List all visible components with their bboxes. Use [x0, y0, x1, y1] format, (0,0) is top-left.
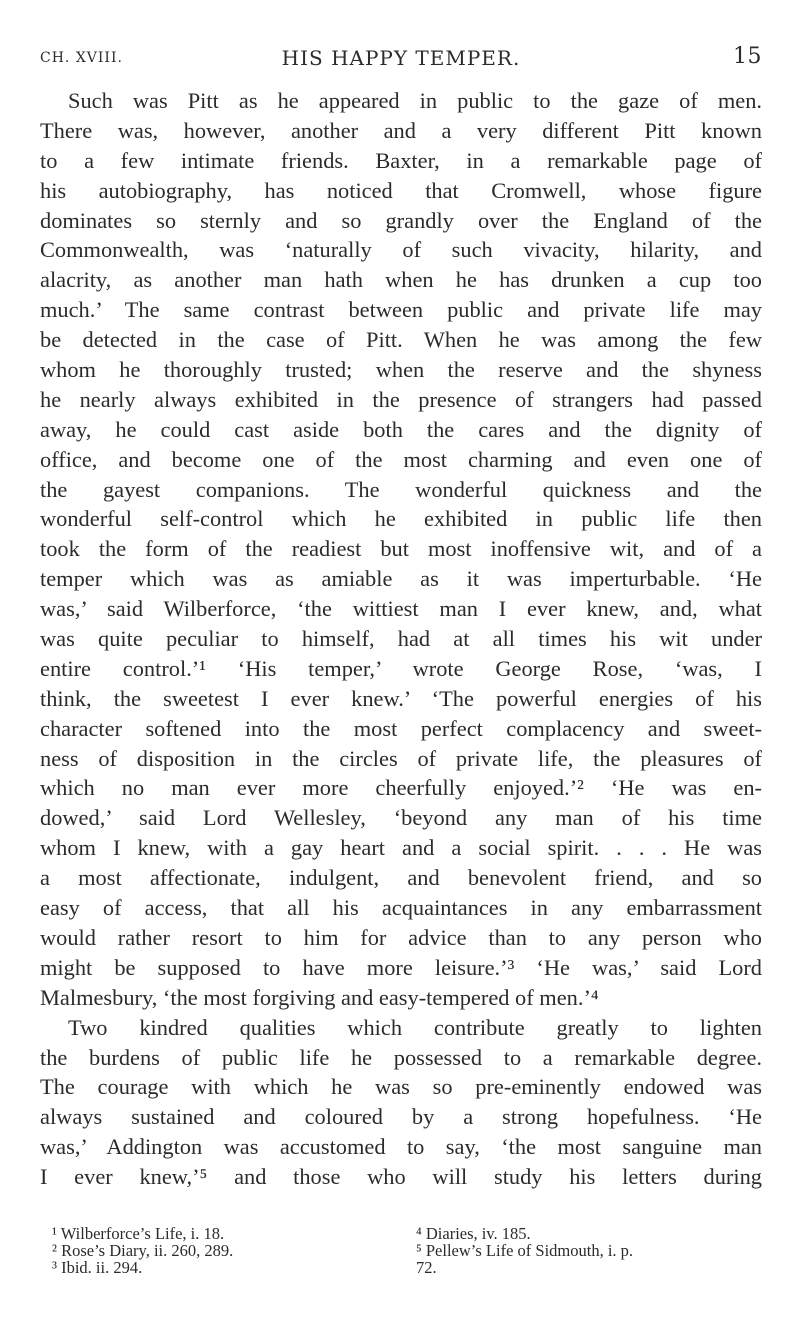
- text-line: away, he could cast aside both the cares and the dignity of: [40, 416, 762, 442]
- text-line: easy of access, that all his acquaintances in any embarrassment: [40, 895, 762, 921]
- footnote: ³ Ibid. ii. 294.: [52, 1258, 143, 1277]
- text-line: alacrity, as another man hath when he has drunken a cup too: [40, 267, 762, 293]
- footnotes-left-column: [52, 1225, 382, 1276]
- text-line: Such was Pitt as he appeared in public to the gaze of men.: [68, 88, 762, 113]
- text-line: Malmesbury, ‘the most forgiving and easy-tempered of men.’⁴: [40, 984, 599, 1010]
- text-line: his autobiography, has noticed that Cromwell, whose figure: [40, 177, 762, 203]
- text-line: whom he thoroughly trusted; when the reserve and the shyness: [40, 357, 762, 383]
- text-line: dowed,’ said Lord Wellesley, ‘beyond any man of his time: [40, 805, 762, 831]
- text-line: Two kindred qualities which contribute greatly to lighten: [68, 1014, 762, 1040]
- text-line: a most affectionate, indulgent, and benevolent friend, and so: [40, 865, 762, 891]
- text-line: which no man ever more cheerfully enjoyed.’² ‘He was en-: [40, 775, 762, 801]
- text-line: was,’ Addington was accustomed to say, ‘the most sanguine man: [40, 1134, 762, 1160]
- text-line: office, and become one of the most charming and even one of: [40, 446, 762, 472]
- footnotes-right-column: [416, 1225, 776, 1276]
- text-line: to a few intimate friends. Baxter, in a remarkable page of: [40, 147, 762, 173]
- text-line: he nearly always exhibited in the presence of strangers had passed: [40, 386, 762, 412]
- text-line: much.’ The same contrast between public and private life may: [40, 297, 762, 323]
- text-line: might be supposed to have more leisure.’³ ‘He was,’ said Lord: [40, 954, 762, 980]
- text-line: whom I knew, with a gay heart and a social spirit. . . . He was: [40, 835, 762, 861]
- footnote: ⁴ Diaries, iv. 185.: [416, 1224, 531, 1243]
- text-line: entire control.’¹ ‘His temper,’ wrote George Rose, ‘was, I: [40, 655, 762, 681]
- page-title: HIS HAPPY TEMPER.: [281, 46, 521, 70]
- text-line: was,’ said Wilberforce, ‘the wittiest man I ever knew, and, what: [40, 596, 762, 622]
- text-line: always sustained and coloured by a strong hopefulness. ‘He: [40, 1104, 762, 1130]
- body-text: [40, 86, 762, 1192]
- text-line: wonderful self-control which he exhibited in public life then: [40, 506, 762, 532]
- text-line: the gayest companions. The wonderful quickness and the: [40, 476, 762, 502]
- text-line: I ever knew,’⁵ and those who will study his letters during: [40, 1164, 762, 1190]
- text-line: was quite peculiar to himself, had at all times his wit under: [40, 626, 762, 652]
- footnote-continuation: 72.: [416, 1258, 437, 1277]
- text-line: Commonwealth, was ‘naturally of such vivacity, hilarity, and: [40, 237, 762, 263]
- text-line: temper which was as amiable as it was imperturbable. ‘He: [40, 566, 762, 592]
- text-line: the burdens of public life he possessed to a remarkable degree.: [40, 1044, 762, 1070]
- text-line: The courage with which he was so pre-eminently endowed was: [40, 1074, 762, 1100]
- footnote: ⁵ Pellew’s Life of Sidmouth, i. p.: [416, 1241, 634, 1260]
- text-line: be detected in the case of Pitt. When he was among the few: [40, 327, 762, 353]
- footnote: ² Rose’s Diary, ii. 260, 289.: [52, 1241, 234, 1260]
- running-head: [40, 44, 762, 74]
- text-line: ness of disposition in the circles of private life, the pleasures of: [40, 745, 762, 771]
- text-line: There was, however, another and a very different Pitt known: [40, 117, 762, 143]
- text-line: would rather resort to him for advice than to any person who: [40, 924, 762, 950]
- text-line: think, the sweetest I ever knew.’ ‘The powerful energies of his: [40, 685, 762, 711]
- page-number: 15: [733, 44, 762, 69]
- text-line: character softened into the most perfect complacency and sweet-: [40, 715, 762, 741]
- text-line: took the form of the readiest but most inoffensive wit, and of a: [40, 536, 762, 562]
- chapter-label: CH. XVIII.: [40, 50, 123, 66]
- text-line: dominates so sternly and so grandly over the England of the: [40, 207, 762, 233]
- footnote: ¹ Wilberforce’s Life, i. 18.: [52, 1224, 225, 1243]
